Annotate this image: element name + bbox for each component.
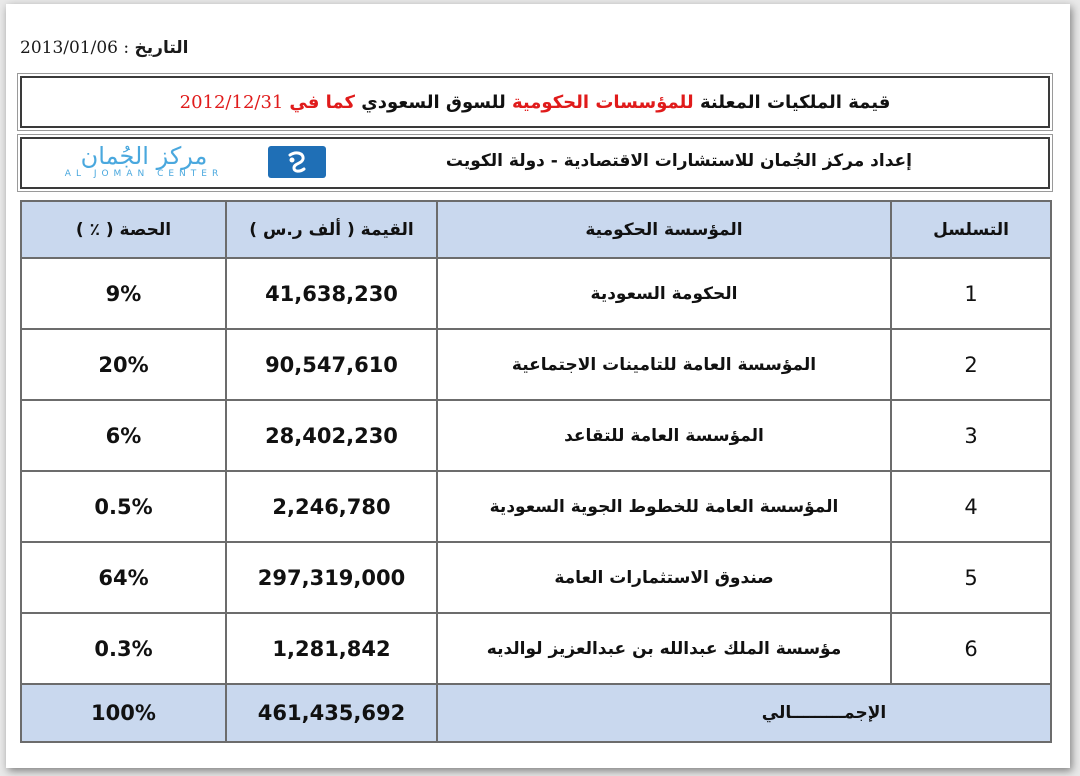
credit-text: إعداد مركز الجُمان للاستشارات الاقتصادية - دولة الكويت — [445, 151, 912, 171]
cell-value: 90,547,610 — [226, 329, 437, 400]
title-part-4: كما في — [289, 91, 355, 113]
joman-logo — [22, 142, 332, 184]
title-part-3: للسوق السعودي — [361, 91, 506, 113]
cell-share: 20% — [21, 329, 226, 400]
total-share: 100% — [21, 684, 226, 742]
header-share: الحصة ( ٪ ) — [21, 201, 226, 258]
table-row — [21, 613, 1051, 684]
total-label-text: الإجمـــــــــالي — [761, 703, 887, 723]
title-date: 2012/12/31 — [179, 91, 284, 113]
ownership-table — [20, 200, 1052, 743]
cell-value: 28,402,230 — [226, 400, 437, 471]
table-row — [21, 329, 1051, 400]
cell-value: 2,246,780 — [226, 471, 437, 542]
logo-arabic-text: مركز الجُمان — [80, 142, 208, 170]
table-total-row — [21, 684, 1051, 742]
header-seq: التسلسل — [891, 201, 1051, 258]
header-value: القيمة ( ألف ر.س ) — [226, 201, 437, 258]
cell-institution: صندوق الاستثمارات العامة — [437, 542, 891, 613]
total-label — [437, 684, 1051, 742]
cell-institution: المؤسسة العامة للتقاعد — [437, 400, 891, 471]
cell-share: 0.3% — [21, 613, 226, 684]
joman-logo-icon — [268, 146, 326, 178]
date-label: التاريخ — [134, 38, 189, 58]
date-separator: : — [123, 38, 130, 58]
title-part-1: قيمة الملكيات المعلنة — [699, 91, 891, 113]
cell-share: 9% — [21, 258, 226, 329]
cell-institution: الحكومة السعودية — [437, 258, 891, 329]
date-value: 2013/01/06 — [20, 38, 118, 58]
table-row — [21, 542, 1051, 613]
cell-value: 1,281,842 — [226, 613, 437, 684]
credit-banner — [20, 137, 1050, 189]
cell-share: 6% — [21, 400, 226, 471]
report-title — [20, 76, 1050, 128]
cell-seq: 6 — [891, 613, 1051, 684]
document-page — [6, 4, 1070, 768]
cell-seq: 1 — [891, 258, 1051, 329]
cell-institution: المؤسسة العامة للتامينات الاجتماعية — [437, 329, 891, 400]
header-institution: المؤسسة الحكومية — [437, 201, 891, 258]
logo-english-text: AL JOMAN CENTER — [64, 169, 224, 179]
cell-seq: 2 — [891, 329, 1051, 400]
cell-institution: المؤسسة العامة للخطوط الجوية السعودية — [437, 471, 891, 542]
report-date — [20, 38, 189, 58]
title-part-2: للمؤسسات الحكومية — [512, 91, 694, 113]
cell-institution: مؤسسة الملك عبدالله بن عبدالعزيز لوالديه — [437, 613, 891, 684]
cell-share: 0.5% — [21, 471, 226, 542]
table-row — [21, 258, 1051, 329]
total-value: 461,435,692 — [226, 684, 437, 742]
cell-seq: 4 — [891, 471, 1051, 542]
table-header-row — [21, 201, 1051, 258]
cell-seq: 3 — [891, 400, 1051, 471]
table-row — [21, 471, 1051, 542]
cell-share: 64% — [21, 542, 226, 613]
table-row — [21, 400, 1051, 471]
cell-value: 297,319,000 — [226, 542, 437, 613]
cell-value: 41,638,230 — [226, 258, 437, 329]
cell-seq: 5 — [891, 542, 1051, 613]
